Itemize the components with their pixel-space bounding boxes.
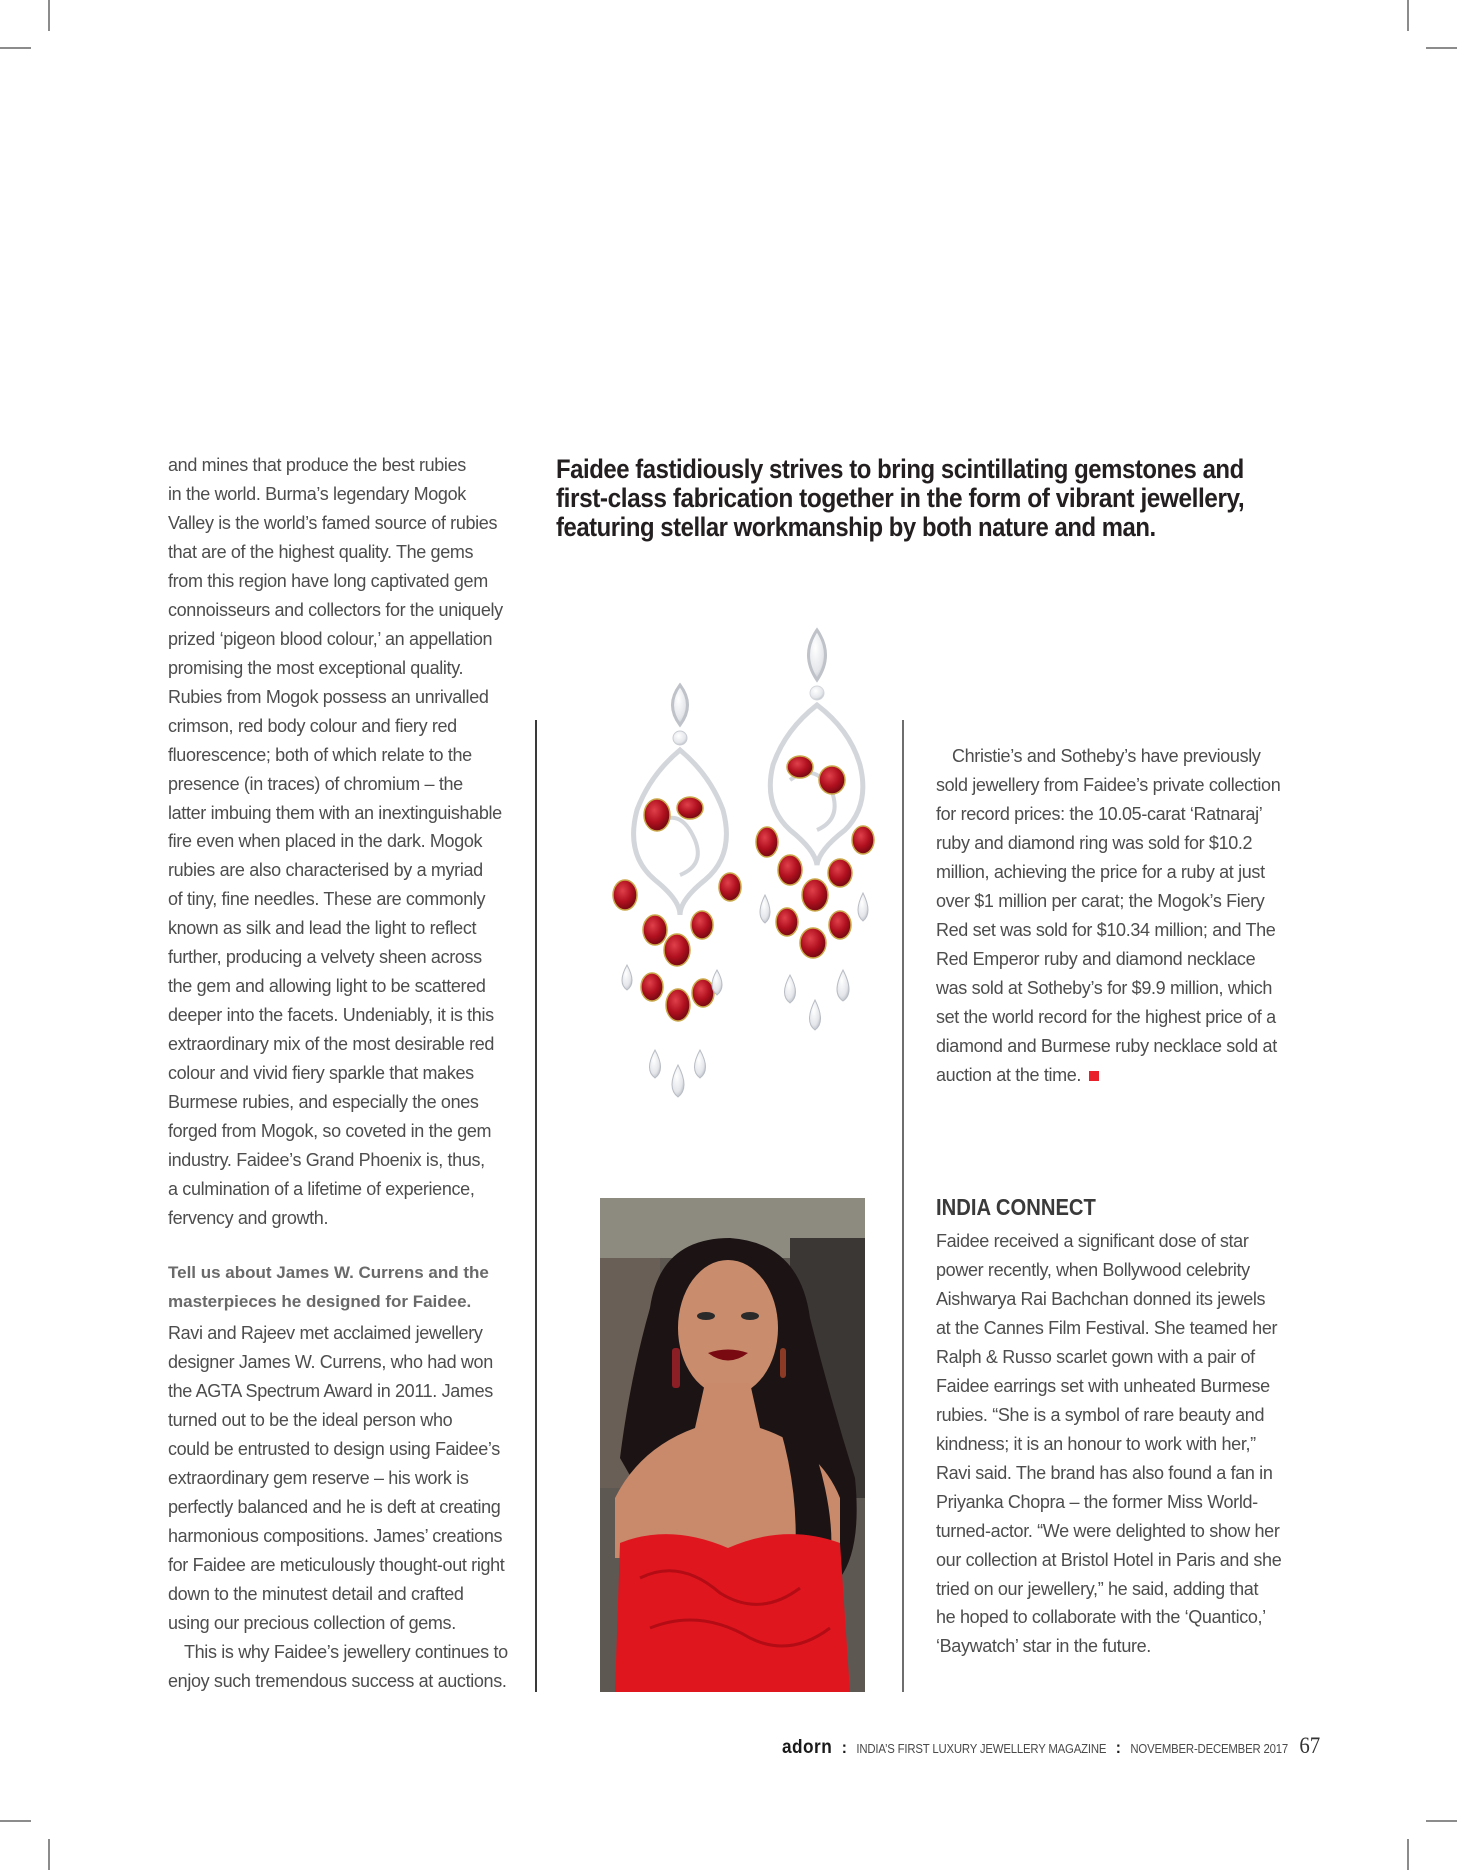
body-text-line: that are of the highest quality. The gems [168, 541, 474, 562]
celebrity-photo-illustration [600, 1198, 865, 1692]
section-heading-india-connect: INDIA CONNECT [936, 1194, 1096, 1220]
crop-mark-top-left-horizontal [0, 47, 31, 49]
body-text-line: turned-actor. “We were delighted to show her [936, 1520, 1280, 1541]
footer-separator: : [1115, 1738, 1121, 1757]
body-text-line: Priyanka Chopra – the former Miss World- [936, 1491, 1258, 1512]
body-text-line: using our precious collection of gems. [168, 1612, 456, 1633]
body-text-line: tried on our jewellery,” he said, adding that [936, 1578, 1259, 1599]
right-earring-diamond-drops [760, 893, 868, 1030]
body-text-line: kindness; it is an honour to work with her,” [936, 1433, 1256, 1454]
body-text-line: our collection at Bristol Hotel in Paris and she [936, 1549, 1282, 1570]
body-text-line: perfectly balanced and he is deft at creating [168, 1496, 501, 1517]
body-text-line: connoisseurs and collectors for the uniquely [168, 599, 503, 620]
body-text-line: a culmination of a lifetime of experience, [168, 1179, 475, 1199]
body-text-line: extraordinary mix of the most desirable red [168, 1034, 495, 1055]
body-text-line: fervency and growth. [168, 1207, 329, 1228]
footer-brand: adorn [782, 1737, 833, 1758]
body-text-line: he hoped to collaborate with the ‘Quantico,’ [936, 1607, 1266, 1628]
body-text-line: set the world record for the highest price of a [936, 1006, 1276, 1027]
body-text-line: industry. Faidee’s Grand Phoenix is, thus, [168, 1150, 485, 1171]
footer-separator: : [841, 1738, 847, 1757]
body-text-line: in the world. Burma’s legendary Mogok [168, 483, 466, 504]
crop-mark-top-left-vertical [48, 0, 50, 31]
body-text-line: fire even when placed in the dark. Mogok [168, 831, 483, 852]
body-text-line: Faidee received a significant dose of star [936, 1231, 1249, 1251]
body-text-line: Ralph & Russo scarlet gown with a pair of [936, 1346, 1255, 1367]
body-text-line: extraordinary gem reserve – his work is [168, 1467, 469, 1488]
body-text-line: and mines that produce the best rubies [168, 455, 466, 475]
earrings-image [595, 625, 885, 1125]
body-text-line: presence (in traces) of chromium – the [168, 773, 463, 794]
body-text-line: could be entrusted to design using Faidee’s [168, 1438, 500, 1459]
subheading-line: Tell us about James W. Currens and the [168, 1263, 489, 1282]
left-column [168, 451, 518, 1701]
body-text-line: Faidee earrings set with unheated Burmese [936, 1375, 1270, 1396]
body-text-line: Aishwarya Rai Bachchan donned its jewels [936, 1288, 1266, 1309]
body-text-line: latter imbuing them with an inextinguishable [168, 802, 502, 823]
body-text-line: from this region have long captivated gem [168, 570, 488, 591]
body-text-line: rubies are also characterised by a myriad [168, 860, 483, 881]
crop-mark-bottom-right-vertical [1407, 1839, 1409, 1870]
body-text-line: power recently, when Bollywood celebrity [936, 1259, 1250, 1280]
article-end-mark [1089, 1071, 1099, 1081]
body-text-line: Burmese rubies, and especially the ones [168, 1092, 479, 1113]
body-text-line: harmonious compositions. James’ creations [168, 1525, 503, 1546]
body-text-line: of tiny, fine needles. These are commonly [168, 889, 486, 910]
column-rule-left [535, 720, 537, 1692]
body-text-line: sold jewellery from Faidee’s private collection [936, 774, 1281, 795]
crop-mark-bottom-left-horizontal [0, 1820, 31, 1822]
body-text-line: for record prices: the 10.05-carat ‘Ratnaraj’ [936, 803, 1263, 824]
body-text-line: enjoy such tremendous success at auctions. [168, 1670, 507, 1691]
crop-mark-top-right-vertical [1407, 0, 1409, 31]
subheading-line: masterpieces he designed for Faidee. [168, 1291, 472, 1311]
body-text-line: was sold at Sotheby’s for $9.9 million, which [936, 977, 1273, 998]
right-column [936, 742, 1296, 1692]
body-text-line: ruby and diamond ring was sold for $10.2 [936, 832, 1253, 853]
body-text-line: Red set was sold for $10.34 million; and The [936, 919, 1276, 940]
body-text-line: turned out to be the ideal person who [168, 1409, 453, 1430]
body-text-line: designer James W. Currens, who had won [168, 1351, 493, 1372]
body-text-line: deeper into the facets. Undeniably, it is this [168, 1005, 494, 1026]
page-footer [782, 1733, 1320, 1759]
right-earring [770, 630, 863, 865]
pull-quote-line: first-class fabrication together in the form of vibrant jewellery, [556, 483, 1245, 513]
body-text-line: Christie’s and Sotheby’s have previously [952, 746, 1261, 766]
page-number: 67 [1299, 1733, 1321, 1758]
body-text-line: further, producing a velvety sheen across [168, 947, 482, 968]
body-text-line: This is why Faidee’s jewellery continues to [184, 1641, 508, 1662]
body-text-line: prized ‘pigeon blood colour,’ an appellation [168, 628, 493, 649]
body-text-line: Ravi and Rajeev met acclaimed jewellery [168, 1323, 483, 1343]
body-text-line: Ravi said. The brand has also found a fan in [936, 1462, 1273, 1483]
body-text-line: crimson, red body colour and fiery red [168, 715, 457, 736]
body-text-line: the AGTA Spectrum Award in 2011. James [168, 1380, 493, 1401]
body-text-line: rubies. “She is a symbol of rare beauty and [936, 1404, 1265, 1425]
body-text-line: fluorescence; both of which relate to the [168, 744, 472, 765]
body-text-line: the gem and allowing light to be scattered [168, 976, 486, 997]
footer-tagline: INDIA’S FIRST LUXURY JEWELLERY MAGAZINE [856, 1742, 1107, 1756]
body-text-line: colour and vivid fiery sparkle that makes [168, 1063, 474, 1084]
crop-mark-bottom-left-vertical [48, 1839, 50, 1870]
body-text-line: for Faidee are meticulously thought-out right [168, 1554, 505, 1575]
pull-quote-line: featuring stellar workmanship by both nature and man. [556, 512, 1156, 542]
body-text-line: diamond and Burmese ruby necklace sold at [936, 1035, 1277, 1056]
body-text-line: auction at the time. [936, 1061, 1099, 1090]
body-text-line: Red Emperor ruby and diamond necklace [936, 948, 1256, 969]
body-text-line: down to the minutest detail and crafted [168, 1583, 464, 1604]
pull-quote-line: Faidee fastidiously strives to bring scintillating gemstones and [556, 454, 1244, 484]
column-rule-right [902, 720, 904, 1692]
footer-issue: NOVEMBER-DECEMBER 2017 [1130, 1742, 1289, 1756]
body-text-line: at the Cannes Film Festival. She teamed her [936, 1317, 1278, 1338]
body-text-line: known as silk and lead the light to reflect [168, 918, 477, 939]
body-text-line: Rubies from Mogok possess an unrivalled [168, 686, 489, 707]
body-text-line: over $1 million per carat; the Mogok’s Fiery [936, 890, 1265, 911]
celebrity-photo [600, 1198, 865, 1692]
body-text-line: promising the most exceptional quality. [168, 657, 464, 678]
body-text-line: forged from Mogok, so coveted in the gem [168, 1121, 492, 1142]
body-text-line: million, achieving the price for a ruby at just [936, 861, 1265, 882]
body-text-line: ‘Baywatch’ star in the future. [936, 1636, 1151, 1657]
crop-mark-bottom-right-horizontal [1426, 1820, 1457, 1822]
crop-mark-top-right-horizontal [1426, 47, 1457, 49]
body-text-line: Valley is the world’s famed source of rubies [168, 512, 498, 533]
